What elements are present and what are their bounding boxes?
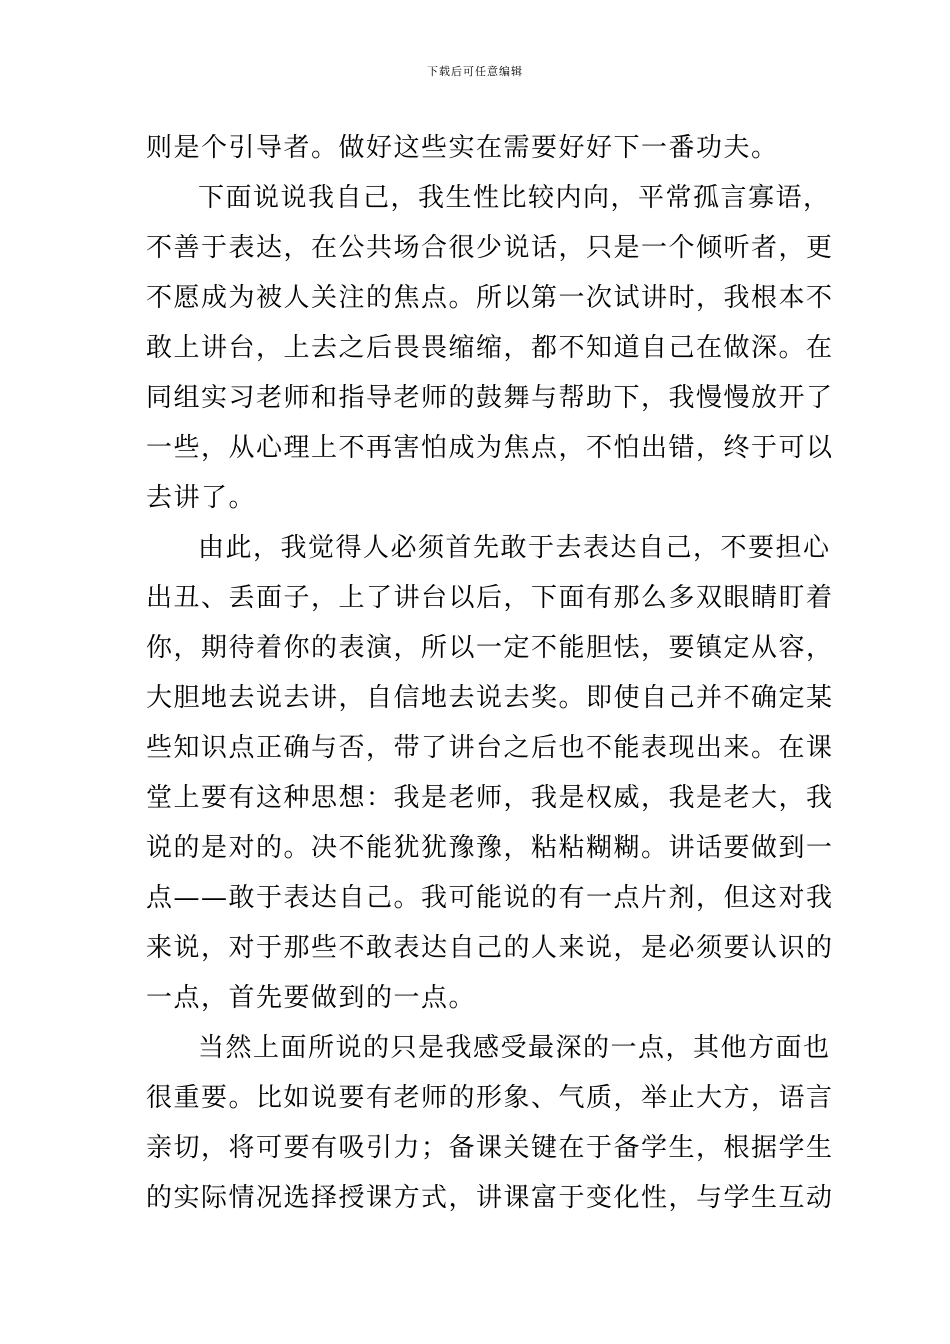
text-line: 堂上要有这种思想：我是老师，我是权威，我是老大，我 — [146, 783, 834, 813]
text-line: 一些，从心理上不再害怕成为焦点，不怕出错，终于可以 — [146, 433, 834, 463]
paragraph-3 — [146, 523, 834, 1023]
text-line: 当然上面所说的只是我感受最深的一点，其他方面也 — [198, 1033, 831, 1063]
text-line: 大胆地去说去讲，自信地去说去奖。即使自己并不确定某 — [146, 683, 834, 713]
text-line: 下面说说我自己，我生性比较内向，平常孤言寡语， — [198, 183, 831, 213]
text-line: 去讲了。 — [146, 483, 257, 513]
text-line: 不愿成为被人关注的焦点。所以第一次试讲时，我根本不 — [146, 283, 834, 313]
paragraph-2 — [146, 173, 834, 523]
text-line: 很重要。比如说要有老师的形象、气质，举止大方，语言 — [146, 1083, 834, 1113]
page-header: 下载后可任意编辑 — [427, 65, 523, 78]
text-line: 出丑、丢面子，上了讲台以后，下面有那么多双眼睛盯着 — [146, 583, 834, 613]
text-line: 亲切，将可要有吸引力；备课关键在于备学生，根据学生 — [146, 1133, 834, 1163]
text-line: 不善于表达，在公共场合很少说话，只是一个倾听者，更 — [146, 233, 834, 263]
text-line: 敢上讲台，上去之后畏畏缩缩，都不知道自己在做深。在 — [146, 333, 834, 363]
paragraph-4 — [146, 1023, 834, 1223]
text-line: 来说，对于那些不敢表达自己的人来说，是必须要认识的 — [146, 933, 834, 963]
text-line: 同组实习老师和指导老师的鼓舞与帮助下，我慢慢放开了 — [146, 383, 834, 413]
text-line: 点——敢于表达自己。我可能说的有一点片剂，但这对我 — [146, 883, 834, 913]
document-body — [146, 123, 834, 1223]
text-line: 的实际情况选择授课方式，讲课富于变化性，与学生互动 — [146, 1183, 834, 1213]
text-line: 则是个引导者。做好这些实在需要好好下一番功夫。 — [146, 133, 779, 163]
text-line: 一点，首先要做到的一点。 — [146, 983, 477, 1013]
text-line: 你，期待着你的表演，所以一定不能胆怯，要镇定从容， — [146, 633, 834, 663]
text-line: 说的是对的。决不能犹犹豫豫，粘粘糊糊。讲话要做到一 — [146, 833, 834, 863]
text-line: 由此，我觉得人必须首先敢于去表达自己，不要担心 — [198, 533, 831, 563]
paragraph-1 — [146, 123, 806, 173]
text-line: 些知识点正确与否，带了讲台之后也不能表现出来。在课 — [146, 733, 834, 763]
